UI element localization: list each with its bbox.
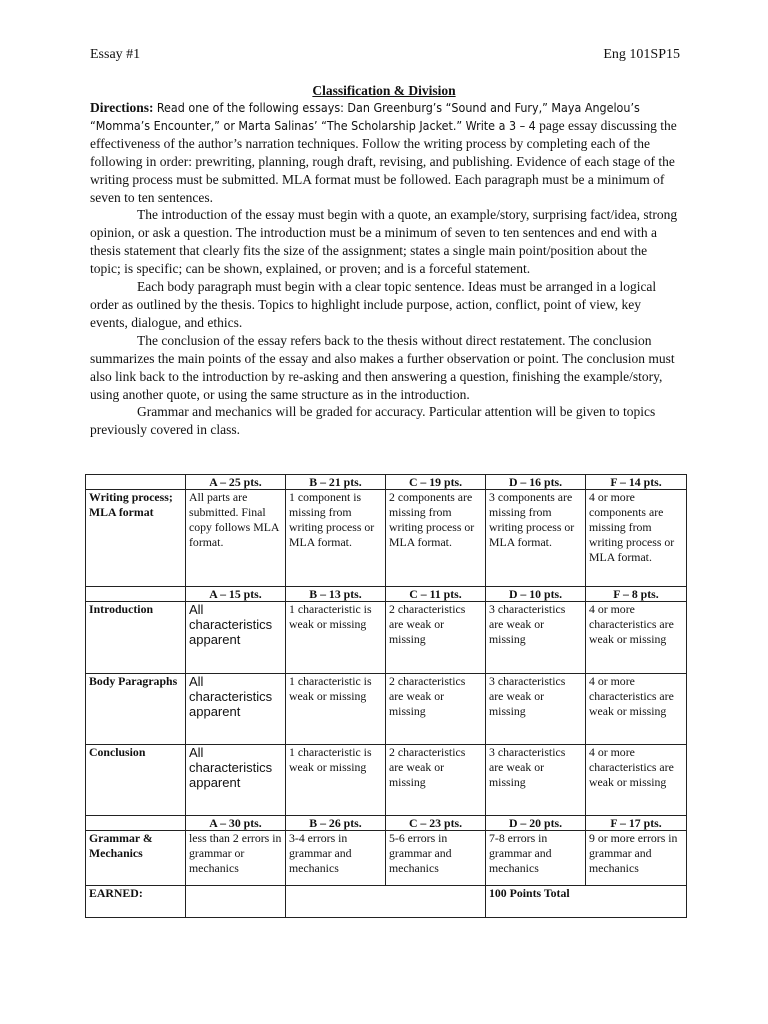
rubric-cell: 3 characteristics are weak or missing: [486, 602, 586, 674]
grade-header-cell: D – 20 pts.: [486, 816, 586, 831]
assignment-text: [90, 99, 680, 439]
criterion-label: Grammar & Mechanics: [86, 831, 186, 886]
directions-label: Directions:: [90, 100, 154, 115]
body-paragraph: Each body paragraph must begin with a clear topic sentence. Ideas must be arranged in a logical order as outlined by the thesis. Topics to highlight include purpose, action, conflict, point of view, key events, dialogue, and ethics.: [90, 279, 657, 330]
rubric-cell: 2 characteristics are weak or missing: [386, 745, 486, 816]
grade-header-cell: C – 11 pts.: [386, 587, 486, 602]
rubric-cell: 2 characteristics are weak or missing: [386, 602, 486, 674]
directions-rest: page essay discussing the effectiveness of the author’s narration techniques. Follow the writing process by completing each of the following in order: prewriting, planning, rough draft, revising, and publishing. Evidence of each stage of the writing process must be submitted. MLA format must be followed. Each paragraph must be a minimum of seven to ten sentences.: [90, 117, 677, 205]
rubric-row-body: [86, 674, 687, 745]
grade-header-cell: C – 23 pts.: [386, 816, 486, 831]
grammar-paragraph: Grammar and mechanics will be graded for accuracy. Particular attention will be given to topics previously covered in class.: [90, 404, 656, 438]
earned-label: EARNED:: [86, 886, 186, 918]
grading-rubric-table: [85, 474, 687, 918]
rubric-cell: 4 or more characteristics are weak or missing: [586, 674, 687, 745]
grade-header-cell: D – 16 pts.: [486, 475, 586, 490]
rubric-cell: 5-6 errors in grammar and mechanics: [386, 831, 486, 886]
blank-cell: [86, 475, 186, 490]
blank-cell: [86, 816, 186, 831]
rubric-cell: 3 characteristics are weak or missing: [486, 674, 586, 745]
rubric-cell: 7-8 errors in grammar and mechanics: [486, 831, 586, 886]
rubric-row-conclusion: [86, 745, 687, 816]
rubric-cell: 4 or more characteristics are weak or missing: [586, 602, 687, 674]
grade-header-row: [86, 816, 687, 831]
grade-header-row: [86, 587, 687, 602]
rubric-cell: 2 components are missing from writing process or MLA format.: [386, 490, 486, 587]
grade-header-cell: F – 17 pts.: [586, 816, 687, 831]
rubric-row-writing: [86, 490, 687, 587]
grade-header-cell: B – 26 pts.: [286, 816, 386, 831]
essay-number: Essay #1: [90, 47, 141, 62]
earned-blank-cell: [186, 886, 286, 918]
grade-header-row: [86, 475, 687, 490]
grade-header-cell: F – 14 pts.: [586, 475, 687, 490]
rubric-cell: 4 or more characteristics are weak or missing: [586, 745, 687, 816]
rubric-cell: All characteristics apparent: [186, 745, 286, 816]
rubric-row-grammar: [86, 831, 687, 886]
rubric-cell: All characteristics apparent: [186, 602, 286, 674]
rubric-cell: 1 component is missing from writing process or MLA format.: [286, 490, 386, 587]
rubric-cell: 3 characteristics are weak or missing: [486, 745, 586, 816]
criterion-label: Body Paragraphs: [86, 674, 186, 745]
grade-header-cell: A – 25 pts.: [186, 475, 286, 490]
conclusion-paragraph: The conclusion of the essay refers back to the thesis without direct restatement. The conclusion summarizes the main points of the essay and also makes a further observation or point. The conclusion must also link back to the introduction by re-asking and then answering a question, finishing the example/story, using another quote, or using the same structure as in the introduction.: [90, 332, 675, 402]
course-code: Eng 101SP15: [603, 47, 680, 62]
grade-header-cell: F – 8 pts.: [586, 587, 687, 602]
rubric-cell: 1 characteristic is weak or missing: [286, 745, 386, 816]
rubric-cell: All characteristics apparent: [186, 674, 286, 745]
directions-lead: Read one of the following essays: Dan Greenburg’s “Sound and Fury,” Maya Angelou’s “Momma’s Encounter,” or Marta Salinas’ “The Scholarship Jacket.” Write a 3 – 4: [90, 100, 640, 133]
rubric-cell: 3-4 errors in grammar and mechanics: [286, 831, 386, 886]
grade-header-cell: D – 10 pts.: [486, 587, 586, 602]
grade-header-cell: A – 15 pts.: [186, 587, 286, 602]
grade-header-cell: B – 13 pts.: [286, 587, 386, 602]
grade-header-cell: B – 21 pts.: [286, 475, 386, 490]
earned-score-cell: [286, 886, 486, 918]
grade-header-cell: C – 19 pts.: [386, 475, 486, 490]
introduction-paragraph: The introduction of the essay must begin with a quote, an example/story, surprising fact/idea, strong opinion, or ask a question. The introduction must be a minimum of seven to ten sentences and end with a thesis statement that clearly fits the size of the assignment; states a single main point/position about the topic; is specific; can be shown, explained, or proven; and is a forceful statement.: [90, 207, 678, 277]
earned-row: [86, 886, 687, 918]
rubric-cell: 2 characteristics are weak or missing: [386, 674, 486, 745]
total-points-label: 100 Points Total: [486, 886, 687, 918]
blank-cell: [86, 587, 186, 602]
criterion-label: Writing process; MLA format: [86, 490, 186, 587]
rubric-cell: 4 or more components are missing from writing process or MLA format.: [586, 490, 687, 587]
rubric-cell: 1 characteristic is weak or missing: [286, 674, 386, 745]
rubric-cell: less than 2 errors in grammar or mechanics: [186, 831, 286, 886]
rubric-cell: All parts are submitted. Final copy follows MLA format.: [186, 490, 286, 587]
rubric-row-introduction: [86, 602, 687, 674]
directions-paragraph: [90, 99, 680, 206]
rubric-cell: 1 characteristic is weak or missing: [286, 602, 386, 674]
criterion-label: Conclusion: [86, 745, 186, 816]
criterion-label: Introduction: [86, 602, 186, 674]
grade-header-cell: A – 30 pts.: [186, 816, 286, 831]
rubric-cell: 9 or more errors in grammar and mechanics: [586, 831, 687, 886]
rubric-cell: 3 components are missing from writing process or MLA format.: [486, 490, 586, 587]
page-title: Classification & Division: [312, 83, 456, 98]
